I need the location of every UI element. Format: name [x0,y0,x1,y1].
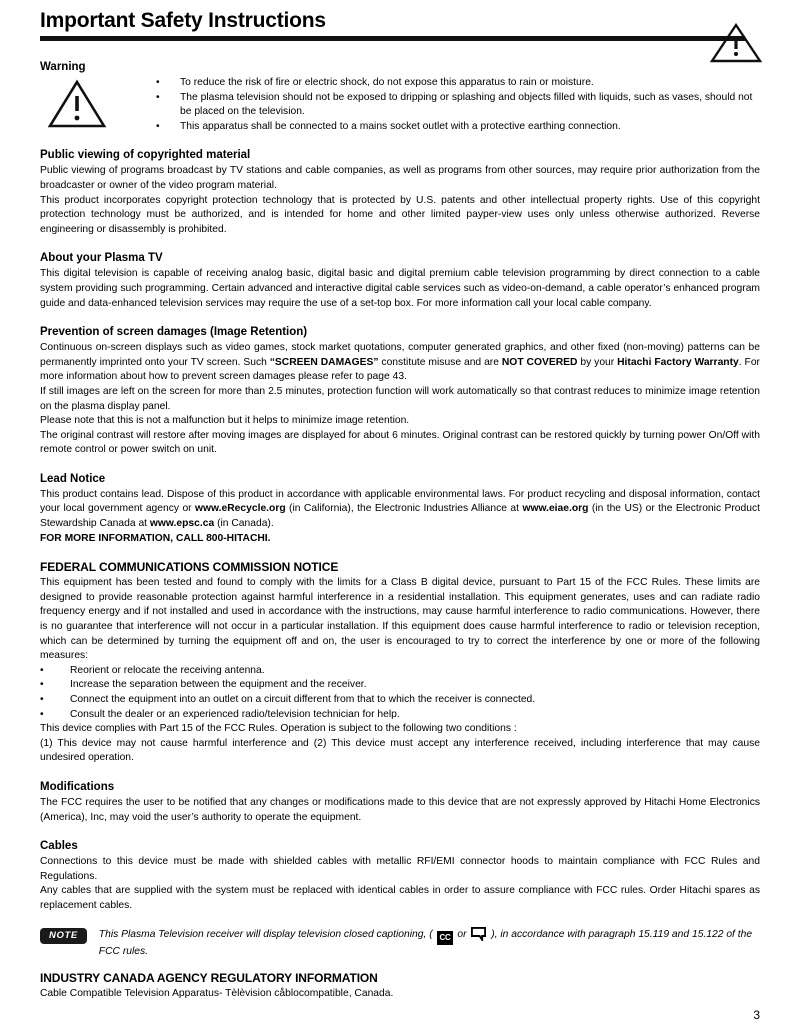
text-run: (in California), the Electronic Industries Alliance at [285,503,523,515]
warning-bullet-list [108,76,760,134]
section-heading: About your Plasma TV [40,252,163,265]
section-paragraph: Any cables that are supplied with the system must be replaced with identical cables in order to assure compliance with FCC rules. Order Hitachi spares as replacement cables. [40,885,760,911]
text-run: or [454,928,470,940]
text-run: ), in accordance with paragraph 15.119 and 15.122 of the FCC rules. [98,928,753,957]
epsc-url: www.epsc.ca [149,518,215,530]
cc-icon: CC [437,931,454,945]
text-run: (in Canada). [214,518,274,530]
section-heading: Public viewing of copyrighted material [40,149,251,162]
title-underline-rule [40,36,745,41]
bullet-icon: • [156,77,160,88]
measure-text: Increase the separation between the equipment and the receiver. [70,679,367,691]
section-heading: Modifications [40,780,115,793]
note-text [99,927,760,960]
bullet-icon: • [156,120,160,132]
text-run: This product contains lead. Dispose of this product in accordance with applicable environmental laws. For product recycling and disposal information, contact your local government agency or [40,488,760,515]
section-paragraph: Please note that this is not a malfunction but it helps to minimize image retention. [40,415,410,427]
section-paragraph: This digital television is capable of receiving analog basic, digital basic and digital premium cable television programming by direct connection to a cable system providing such programming. Certain advanced and interactive digital cable services such as video-on-demand, a cable operator’s enhanced program guide and data-enhanced television services may require the use of a set-top box. For more information call your local cable company. [40,268,760,309]
call-hitachi-line: FOR MORE INFORMATION, CALL 800-HITACHI. [40,532,271,544]
page-title: Important Safety Instructions [40,9,326,32]
fcc-notice-section [40,560,760,766]
section-heading: INDUSTRY CANADA AGENCY REGULATORY INFORMATION [40,971,378,986]
section-heading: Prevention of screen damages (Image Retention) [40,326,308,339]
list-item [40,664,760,679]
warning-heading: Warning [40,61,86,73]
section-paragraph: This equipment has been tested and found to comply with the limits for a Class B digital device, pursuant to Part 15 of the FCC Rules. These limits are designed to provide reasonable protection against harmful interference in a residential installation. This equipment generates, uses and can radiate radio frequency energy and if not installed and used in accordance with the instructions, may cause harmful interference to radio communications. However, there is no guarantee that interference will not occur in a particular installation. If this equipment does cause harmful interference to radio or television reception, which can be determined by turning the equipment off and on, the user is encouraged to try to correct the interference by one or more of the following measures: [40,577,760,662]
speech-balloon-icon [471,927,486,941]
warning-item-text: To reduce the risk of fire or electric shock, do not expose this apparatus to rain or moisture. [180,77,594,88]
list-item [128,91,760,120]
lead-notice-section [40,472,760,546]
section-paragraph: If still images are left on the screen for more than 2.5 minutes, protection function will work automatically so that contrast reduces to minimize image retention on the plasma display panel. [40,385,760,412]
warning-item-text: This apparatus shall be connected to a mains socket outlet with a protective earthing connection. [180,120,621,132]
eiae-url: www.eiae.org [522,503,589,515]
text-run: (in the US) or the Electronic Product Stewardship Canada at [40,503,760,530]
measure-text: Connect the equipment into an outlet on a circuit different from that to which the receiver is connected. [70,694,536,705]
note-callout [40,927,760,960]
industry-canada-section [40,971,760,1002]
bullet-icon: • [40,664,44,676]
text-run-bold: Hitachi Factory Warranty [617,356,739,368]
text-run: constitute misuse and are [378,356,502,368]
section-paragraph: The FCC requires the user to be notified that any changes or modifications made to this device that are not expressly approved by Hitachi Home Electronics (America), Inc, may void the user’s authority to operate the equipment. [40,796,760,823]
text-run-bold: “SCREEN DAMAGES” [269,356,379,368]
about-plasma-tv-section [40,251,760,311]
modifications-section [40,780,760,825]
text-run: Continuous on-screen displays such as video games, stock market quotations, computer generated graphics, and other fixed (non-moving) patterns can be permanently imprinted onto your TV screen. Such [40,342,760,368]
section-paragraph: This product incorporates copyright protection technology that is protected by U.S. patents and other intellectual property rights. Use of this copyright protection technology must be authorized, and is intended for home and other limited payper-view uses only unless otherwise authorized. Reverse engineering or disassembly is prohibited. [40,194,760,235]
measure-text: Reorient or relocate the receiving antenna. [70,664,265,676]
list-item [40,678,760,693]
section-paragraph: The original contrast will restore after moving images are displayed for about 6 minutes. Original contrast can be restored quickly by turning power On/Off with remote control or power switch on unit. [40,429,760,456]
section-heading: Cables [40,840,78,853]
section-paragraph [40,488,760,532]
warning-triangle-icon [46,78,108,130]
bullet-icon: • [156,91,160,103]
image-retention-section [40,325,760,458]
section-paragraph: Connections to this device must be made with shielded cables with metallic RFI/EMI connector hoods to maintain compliance with FCC Rules and Regulations. [40,856,760,882]
text-run-bold: NOT COVERED [501,356,578,368]
page-number: 3 [753,1008,760,1022]
list-item [128,76,760,91]
note-badge: NOTE [40,928,87,944]
section-paragraph: (1) This device may not cause harmful interference and (2) This device must accept any interference received, including interference that may cause undesired operation. [40,737,760,764]
bullet-icon: • [40,708,44,720]
section-paragraph: This device complies with Part 15 of the FCC Rules. Operation is subject to the following two conditions : [40,723,517,735]
page-header [40,0,760,54]
section-heading: FEDERAL COMMUNICATIONS COMMISSION NOTICE [40,560,339,575]
warning-section [40,60,760,134]
warning-triangle-icon [710,22,762,64]
bullet-icon: • [40,679,44,691]
text-run: This Plasma Television receiver will display television closed captioning, ( [98,928,436,940]
section-heading: Lead Notice [40,472,106,485]
cables-section [40,839,760,913]
list-item [128,120,760,135]
bullet-icon: • [40,694,44,705]
text-run: . For more information about how to prevent screen damages please refer to page 43. [40,356,760,383]
measure-text: Consult the dealer or an experienced radio/television technician for help. [70,708,400,720]
list-item [40,708,760,723]
list-item [40,693,760,708]
section-paragraph: Cable Compatible Television Apparatus- Tèlèvision cåblocompatible, Canada. [40,988,394,1000]
section-paragraph [40,341,760,385]
public-viewing-section [40,148,760,237]
recycle-url: www.eRecycle.org [195,503,286,515]
section-paragraph: Public viewing of programs broadcast by TV stations and cable companies, as well as programs from other sources, may require prior authorization from the broadcaster or owner of the video program material. [40,165,760,191]
text-run: by your [577,356,618,368]
warning-item-text: The plasma television should not be exposed to dripping or splashing and objects filled with liquids, such as vases, should not be placed on the television. [180,91,753,118]
fcc-measures-list [40,664,760,722]
